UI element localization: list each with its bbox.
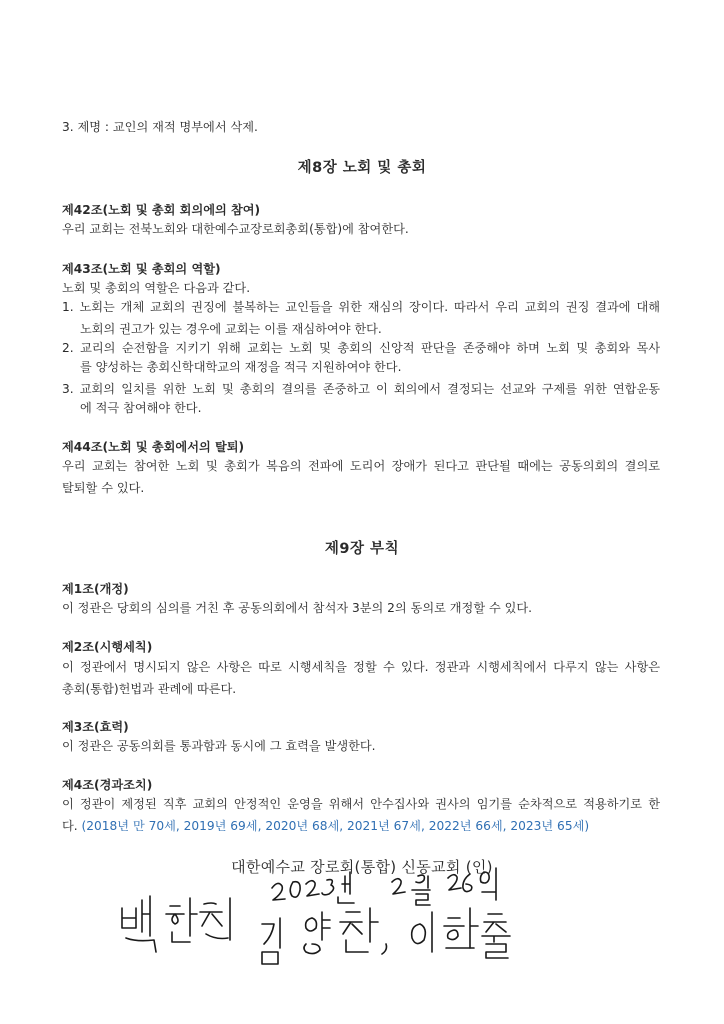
supplement-article-1-title: 제1조(개정) [62,582,129,596]
supplement-article-4-title: 제4조(경과조치) [62,778,153,792]
article-43-title: 제43조(노회 및 총회의 역할) [62,262,221,276]
supplement-article-2-line-2: 총회(통합)헌법과 관례에 따른다. [62,682,237,696]
chapter-8-heading: 제8장 노회 및 총회 [297,160,427,176]
article-43-intro: 노회 및 총회의 역할은 다음과 같다. [62,281,251,295]
article-44-line-1: 우리 교회는 참여한 노회 및 총회가 복음의 전파에 도리어 장애가 된다고 판단될 때에는 공동의회의 결의로 [62,459,660,473]
item-3-expulsion: 3. 제명 : 교인의 재적 명부에서 삭제. [62,120,258,134]
article-43-item-2-line-1: 2. 교리의 순전함을 지키기 위해 교회는 노회 및 총회의 신앙적 판단을 존중해야 하며 노회 및 총회와 목사 [62,341,660,355]
chapter-9-heading: 제9장 부칙 [324,541,400,557]
article-43-item-3-line-2: 에 적극 참여해야 한다. [80,401,202,415]
handwritten-date-icon [272,868,496,905]
supplement-article-4-line-1: 이 정관이 제정된 직후 교회의 안정적인 운영을 위해서 안수집사와 권사의 임기를 순차적으로 적용하기로 한 [62,797,660,811]
signature-3-icon [412,908,510,958]
signature-2-icon [262,908,387,964]
supplement-article-3-body: 이 정관은 공동의회를 통과함과 동시에 그 효력을 발생한다. [62,739,376,753]
article-43-item-1-line-2: 노회의 권고가 있는 경우에 교회는 이를 재심하여야 한다. [80,322,382,336]
signature-1-icon [122,896,230,952]
age-schedule-note: (2018년 만 70세, 2019년 69세, 2020년 68세, 2021년 67세, 2022년 66세, 2023년 65세) [81,819,590,833]
church-name-seal: 대한예수교 장로회(통합) 신동교회 (인) [231,858,493,876]
supplement-article-2-line-1: 이 정관에서 명시되지 않은 사항은 따로 시행세칙을 정할 수 있다. 정관과 시행세칙에서 다루지 않는 사항은 [62,660,660,674]
article-43-item-3-line-1: 3. 교회의 일치를 위한 노회 및 총회의 결의를 존중하고 이 회의에서 결정되는 선교와 구제를 위한 연합운동 [62,382,660,396]
article-44-line-2: 탈퇴할 수 있다. [62,481,145,495]
article-43-item-1-line-1: 1. 노회는 개체 교회의 권징에 불복하는 교인들을 위한 재심의 장이다. 따라서 우리 교회의 권징 결과에 대해 [62,300,660,314]
supplement-article-4-line-2-start: 다. [62,819,78,833]
article-42-title: 제42조(노회 및 총회 회의에의 참여) [62,203,261,217]
article-43-item-2-line-2: 를 양성하는 총회신학대학교의 재정을 적극 지원하여야 한다. [80,360,402,374]
article-44-title: 제44조(노회 및 총회에서의 탈퇴) [62,440,245,454]
supplement-article-3-title: 제3조(효력) [62,720,129,734]
article-42-body: 우리 교회는 전북노회와 대한예수교장로회총회(통합)에 참여한다. [62,222,409,236]
supplement-article-2-title: 제2조(시행세칙) [62,640,153,654]
supplement-article-1-body: 이 정관은 당회의 심의를 거친 후 공동의회에서 참석자 3분의 2의 동의로 개정할 수 있다. [62,601,533,615]
